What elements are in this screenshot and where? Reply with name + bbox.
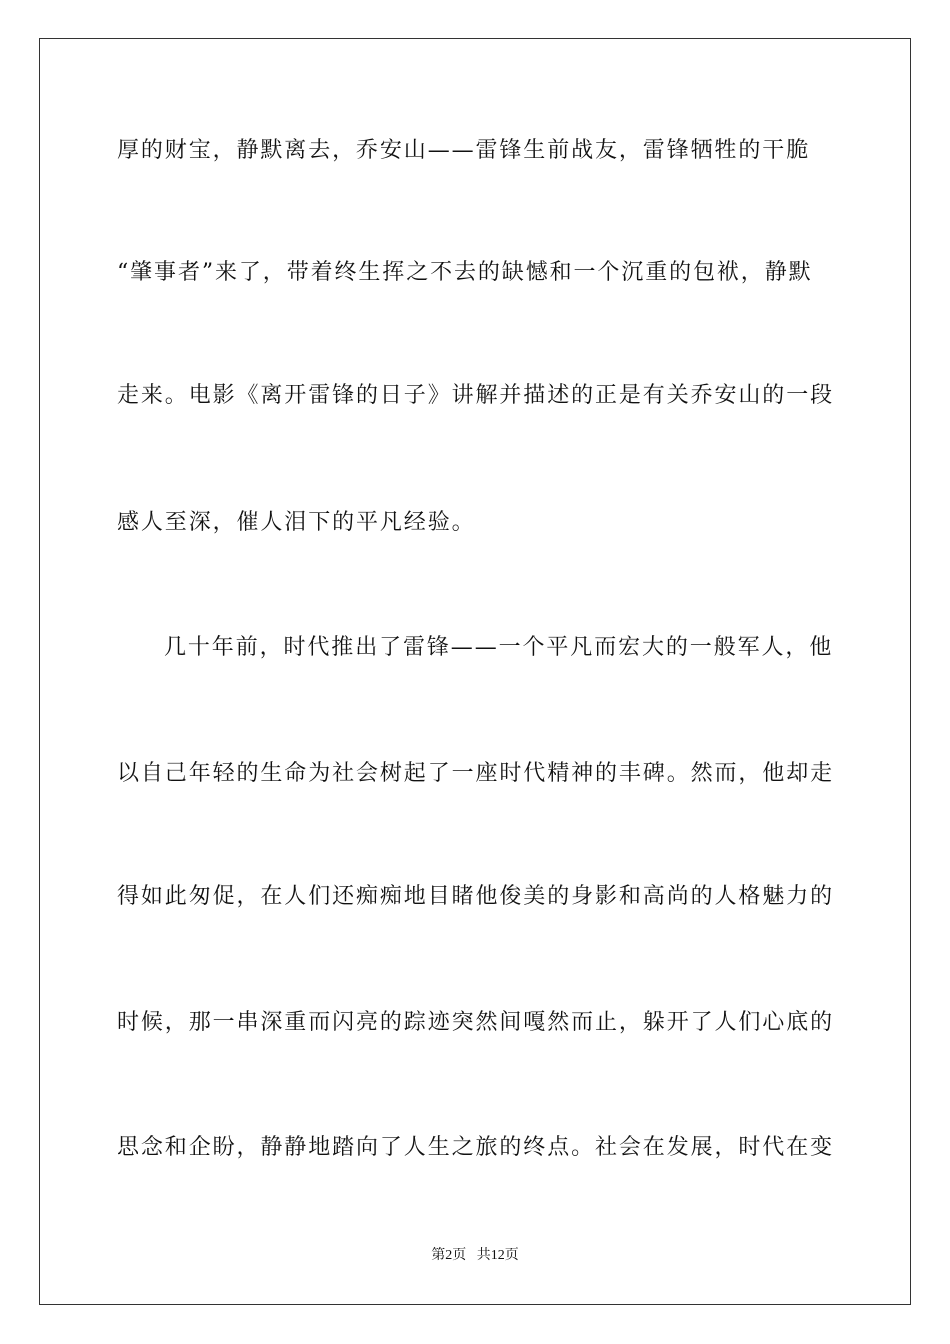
text-line-3: 走来。电影《离开雷锋的日子》讲解并描述的正是有关乔安山的一段 (117, 383, 835, 408)
text-line-5: 几十年前，时代推出了雷锋——一个平凡而宏大的一般军人，他 (164, 635, 834, 660)
text-line-1: 厚的财宝，静默离去，乔安山——雷锋生前战友，雷锋牺牲的干脆 (117, 138, 811, 163)
text-line-8: 时候，那一串深重而闪亮的踪迹突然间嘎然而止，躲开了人们心底的 (117, 1010, 835, 1035)
page-number: 第2页 (431, 1248, 467, 1263)
text-line-6: 以自己年轻的生命为社会树起了一座时代精神的丰碑。然而，他却走 (117, 761, 835, 786)
text-line-4: 感人至深，催人泪下的平凡经验。 (117, 510, 476, 535)
total-pages: 共12页 (476, 1248, 519, 1263)
page-footer (0, 1246, 950, 1266)
page-border (39, 38, 911, 1305)
text-line-7: 得如此匆促，在人们还痴痴地目睹他俊美的身影和高尚的人格魅力的 (117, 884, 835, 909)
text-line-2: “肇事者”来了，带着终生挥之不去的缺憾和一个沉重的包袱，静默 (117, 260, 813, 285)
text-line-9: 思念和企盼，静静地踏向了人生之旅的终点。社会在发展，时代在变 (117, 1135, 835, 1160)
